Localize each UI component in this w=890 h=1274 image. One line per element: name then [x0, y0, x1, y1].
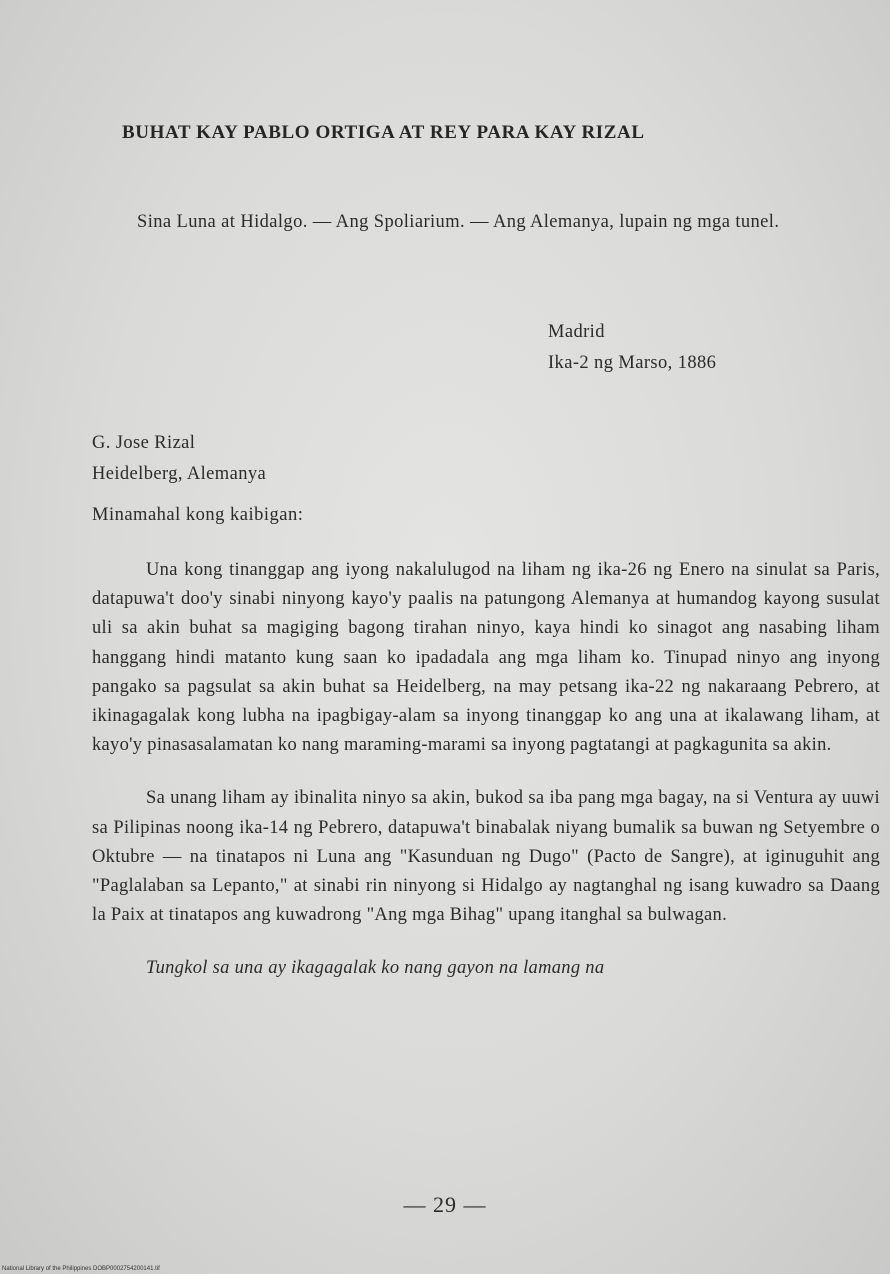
recipient-name: G. Jose Rizal [92, 433, 196, 453]
summary-text: Sina Luna at Hidalgo. — Ang Spoliarium. — Ang Alemanya, lupain ng mga tunel. [137, 212, 780, 232]
dateline-place: Madrid [548, 322, 605, 342]
dateline [548, 317, 716, 379]
body-paragraph-1: Una kong tinanggap ang iyong nakalulugod na liham ng ika-26 ng Enero na sinulat sa Paris, datapuwa't doo'y sinabi ninyong kayo'y paalis na patungong Alemanya at humandog kayong susulat uli sa akin buhat sa magiging bagong tirahan ninyo, kaya hindi ko sinagot ang nasabing liham hanggang hindi matanto kung saan ko ipadadala ang mga liham ko. Tinupad ninyo ang inyong pangako sa pagsulat sa akin buhat sa Heidelberg, na may petsang ika-22 ng nakaraang Pebrero, at ikinagagalak kong lubha na ipagbigay-alam sa inyong tinanggap ko ang una at ikalawang liham, at kayo'y pinasasalamatan ko nang maraming-marami sa inyong pagtatangi at pagkagunita sa akin. [92, 560, 880, 756]
letter-summary [137, 208, 827, 237]
salutation: Minamahal kong kaibigan: [92, 505, 304, 525]
footer-credit: National Library of the Philippines DOBP0002754200141.tif [2, 1266, 160, 1272]
body-paragraph-3: Tungkol sa una ay ikagagalak ko nang gayon na lamang na [146, 958, 605, 979]
body-paragraph-2: Sa unang liham ay ibinalita ninyo sa akin, bukod sa iba pang mga bagay, na si Ventura ay uuwi sa Pilipinas noong ika-14 ng Pebrero, datapuwa't binabalak niyang bumalik sa buwan ng Setyembre o Oktubre — na tinatapos ni Luna ang "Kasunduan ng Dugo" (Pacto de Sangre), at iginuguhit ang "Paglalaban sa Lepanto," at sinabi rin ninyong si Hidalgo ay nagtanghal ng isang kuwadro sa Daang la Paix at tinatapos ang kuwadrong "Ang mga Bihag" upang itanghal sa bulwagan. [92, 788, 880, 926]
page-number: — 29 — [403, 1192, 487, 1217]
letter-body [92, 556, 880, 984]
recipient-block [92, 428, 266, 490]
recipient-address: Heidelberg, Alemanya [92, 464, 267, 484]
letter-title: BUHAT KAY PABLO ORTIGA AT REY PARA KAY RIZAL [122, 122, 645, 143]
dateline-date: Ika-2 ng Marso, 1886 [548, 353, 717, 373]
